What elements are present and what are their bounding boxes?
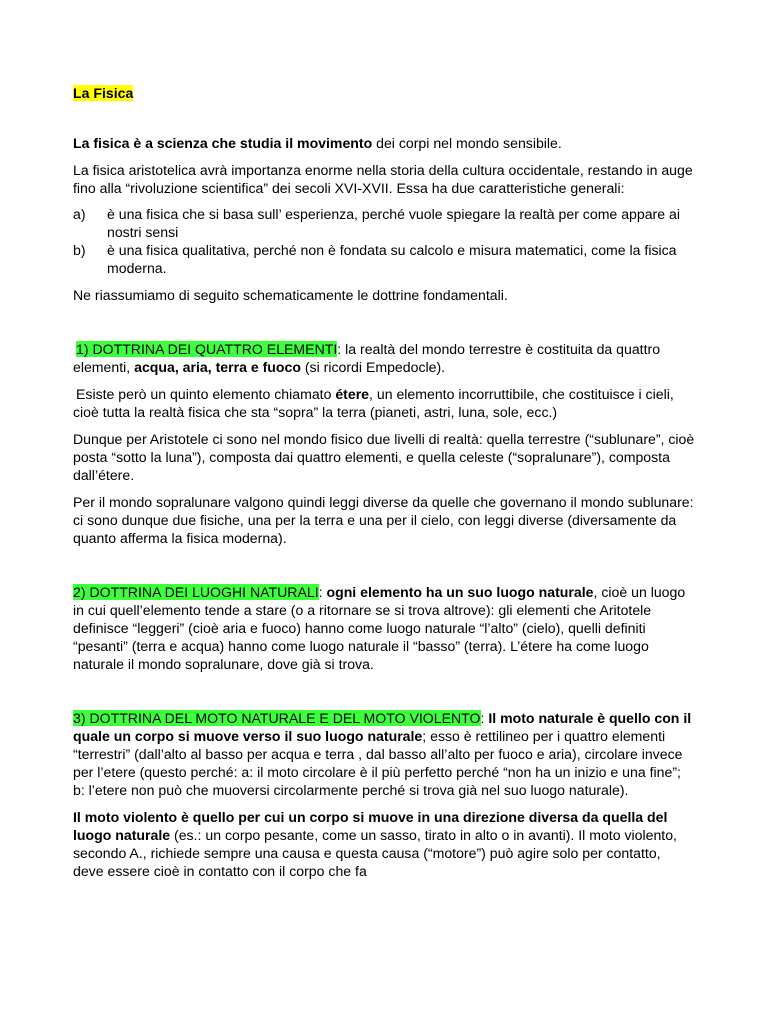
list-item [73,241,695,277]
document-title [73,84,695,102]
section1-ether-paragraph [73,385,695,421]
section3-bold: Il moto naturale è quello con il quale un corpo si muove verso il suo luogo naturale [73,710,692,744]
section2-sep: : [318,584,327,600]
section1-bold: acqua, aria, terra e fuoco [134,359,301,375]
ether-text-b: , un elemento incorruttibile, che costituisce i cieli, cioè tutta la realtà fisica che sta “sopra” la terra (pianeti, astri, luna, sole, ecc.) [73,386,674,420]
list-marker: a) [73,206,86,222]
characteristics-list [73,205,695,277]
section3-sep: : [480,710,489,726]
ether-bold: étere [335,386,370,402]
section3-paragraph [73,709,695,799]
section1-levels-paragraph: Dunque per Aristotele ci sono nel mondo fisico due livelli di realtà: quella terrestre (“sublunare”, cioè posta “sotto la luna”), composta dai quattro elementi, e quella celeste (“sopralunare”), composta dall’étere. [73,431,695,483]
section2-text: , cioè un luogo in cui quell’elemento tende a stare (o a ritornare se si trova altrove): gli elementi che Aritotele definisce “leggeri” (cioè aria e fuoco) hanno come luogo naturale “l’alto” (cielo), quelli definiti “pesanti” (terra e acqua) hanno come luogo naturale il “basso” (terra). L’étere ha come luogo naturale il mondo sopralunare, dove già si trova. [73,584,686,672]
list-item-text: è una fisica qualitativa, perché non è fondata su calcolo e misura matematici, come la fisica moderna. [107,242,677,276]
section3-heading: 3) DOTTRINA DEL MOTO NATURALE E DEL MOTO VIOLENTO [73,710,481,726]
document-page [73,84,695,880]
intro-rest: dei corpi nel mondo sensibile. [372,135,562,151]
title-highlight: La Fisica [73,85,134,101]
ether-text-a: Esiste però un quinto elemento chiamato [76,386,336,402]
intro-bold: La fisica è a scienza che studia il movimento [73,135,373,151]
section3-text: ; esso è rettilineo per i quattro elementi “terrestri” (dall’alto al basso per acqua e terra , dal basso all’alto per fuoco e aria), circolare invece per l’etere (questo perché: a: il moto circolare è il più perfetto perché “non ha un inizio e una fine”; b: l’etere non può che muoversi circolarmente perché si trova già nel suo luogo naturale). [73,728,683,798]
list-item-text: è una fisica che si basa sull’ esperienza, perché vuole spiegare la realtà per come appare ai nostri sensi [107,206,680,240]
section1-text-b: (si ricordi Empedocle). [300,359,446,375]
section2-paragraph [73,583,695,673]
section2-bold: ogni elemento ha un suo luogo naturale [326,584,594,600]
section1-paragraph [73,340,695,376]
violent-motion-text: (es.: un corpo pesante, come un sasso, tirato in alto o in avanti). Il moto violento, secondo A., richiede sempre una causa e questa causa (“motore”) può agire solo per contatto, deve essere cioè in contatto con il corpo che fa [73,827,677,879]
list-item [73,205,695,241]
section1-heading: 1) DOTTRINA DEI QUATTRO ELEMENTI [76,341,338,357]
section1-text-a: : la realtà del mondo terrestre è costituita da quattro elementi, [73,341,661,375]
violent-motion-bold: Il moto violento è quello per cui un corpo si muove in una direzione diversa da quella del luogo naturale [73,809,668,843]
paragraph-aristotelian-physics: La fisica aristotelica avrà importanza enorme nella storia della cultura occidentale, restando in auge fino alla “rivoluzione scientifica” dei secoli XVI-XVII. Essa ha due caratteristiche generali: [73,162,693,196]
section3-violent-motion-paragraph [73,808,695,880]
section2-heading: 2) DOTTRINA DEI LUOGHI NATURALI [73,584,319,600]
section1-laws-paragraph: Per il mondo sopralunare valgono quindi leggi diverse da quelle che governano il mondo sublunare: ci sono dunque due fisiche, una per la terra e una per il cielo, con leggi diverse (diversamente da quanto afferma la fisica moderna). [73,494,694,546]
list-marker: b) [73,242,86,258]
intro-paragraph [73,134,695,152]
paragraph-summary: Ne riassumiamo di seguito schematicamente le dottrine fondamentali. [73,287,508,303]
